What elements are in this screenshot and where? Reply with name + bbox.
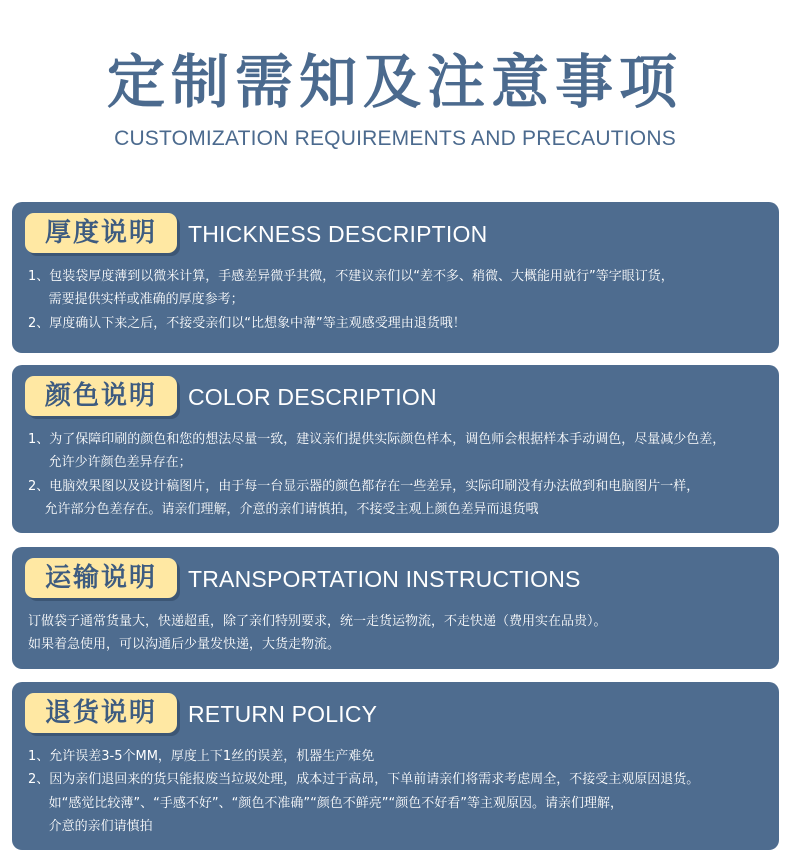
section-title-en: TRANSPORTATION INSTRUCTIONS — [188, 566, 581, 592]
section-title-en: RETURN POLICY — [188, 701, 378, 727]
page-subtitle: CUSTOMIZATION REQUIREMENTS AND PRECAUTIONS — [114, 127, 676, 150]
section-thickness — [12, 202, 779, 353]
section-text-line: 2、厚度确认下来之后，不接受亲们以“比想象中薄”等主观感受理由退货哦！ — [28, 316, 466, 331]
section-tag: 运输说明 — [25, 558, 177, 598]
section-tag: 颜色说明 — [25, 376, 177, 416]
section-text-line: 1、包装袋厚度薄到以微米计算，手感差异微乎其微，不建议亲们以“差不多、稍微、大概能用就行”等字眼订货， — [28, 269, 674, 284]
page-title: 定制需知及注意事项 — [106, 48, 683, 116]
section-tag: 退货说明 — [25, 693, 177, 733]
section-text-line: 需要提供实样或准确的厚度参考； — [28, 292, 244, 307]
section-text-line: 允许少许颜色差异存在； — [28, 455, 192, 470]
section-text-line: 2、电脑效果图以及设计稿图片，由于每一台显示器的颜色都存在一些差异，实际印刷没有办法做到和电脑图片一样， — [28, 479, 700, 494]
section-tag: 厚度说明 — [25, 213, 177, 253]
section-text-line: 1、为了保障印刷的颜色和您的想法尽量一致，建议亲们提供实际颜色样本，调色师会根据样本手动调色，尽量减少色差， — [28, 432, 726, 447]
section-transportation — [12, 547, 779, 669]
section-text-line: 如“感觉比较薄”、“手感不好”、“颜色不准确”“颜色不鲜亮”“颜色不好看”等主观原因。请亲们理解， — [28, 796, 624, 811]
section-color — [12, 365, 779, 533]
section-text-line: 1、允许误差3-5个MM，厚度上下1丝的误差，机器生产难免 — [28, 749, 375, 764]
section-text-line: 如果着急使用，可以沟通后少量发快递，大货走物流。 — [28, 637, 341, 652]
section-text-line: 2、因为亲们退回来的货只能报废当垃圾处理，成本过于高昂，下单前请亲们将需求考虑周全，不接受主观原因退货。 — [28, 772, 700, 787]
section-title-en: THICKNESS DESCRIPTION — [188, 221, 488, 247]
section-text-line: 订做袋子通常货量大，快递超重，除了亲们特别要求，统一走货运物流，不走快递（费用实在品贵）。 — [28, 614, 607, 629]
section-return-policy — [12, 682, 779, 850]
section-text-line: 允许部分色差存在。请亲们理解，介意的亲们请慎拍，不接受主观上颜色差异而退货哦 — [28, 502, 539, 517]
section-title-en: COLOR DESCRIPTION — [188, 384, 437, 410]
section-text-line: 介意的亲们请慎拍 — [28, 819, 153, 834]
